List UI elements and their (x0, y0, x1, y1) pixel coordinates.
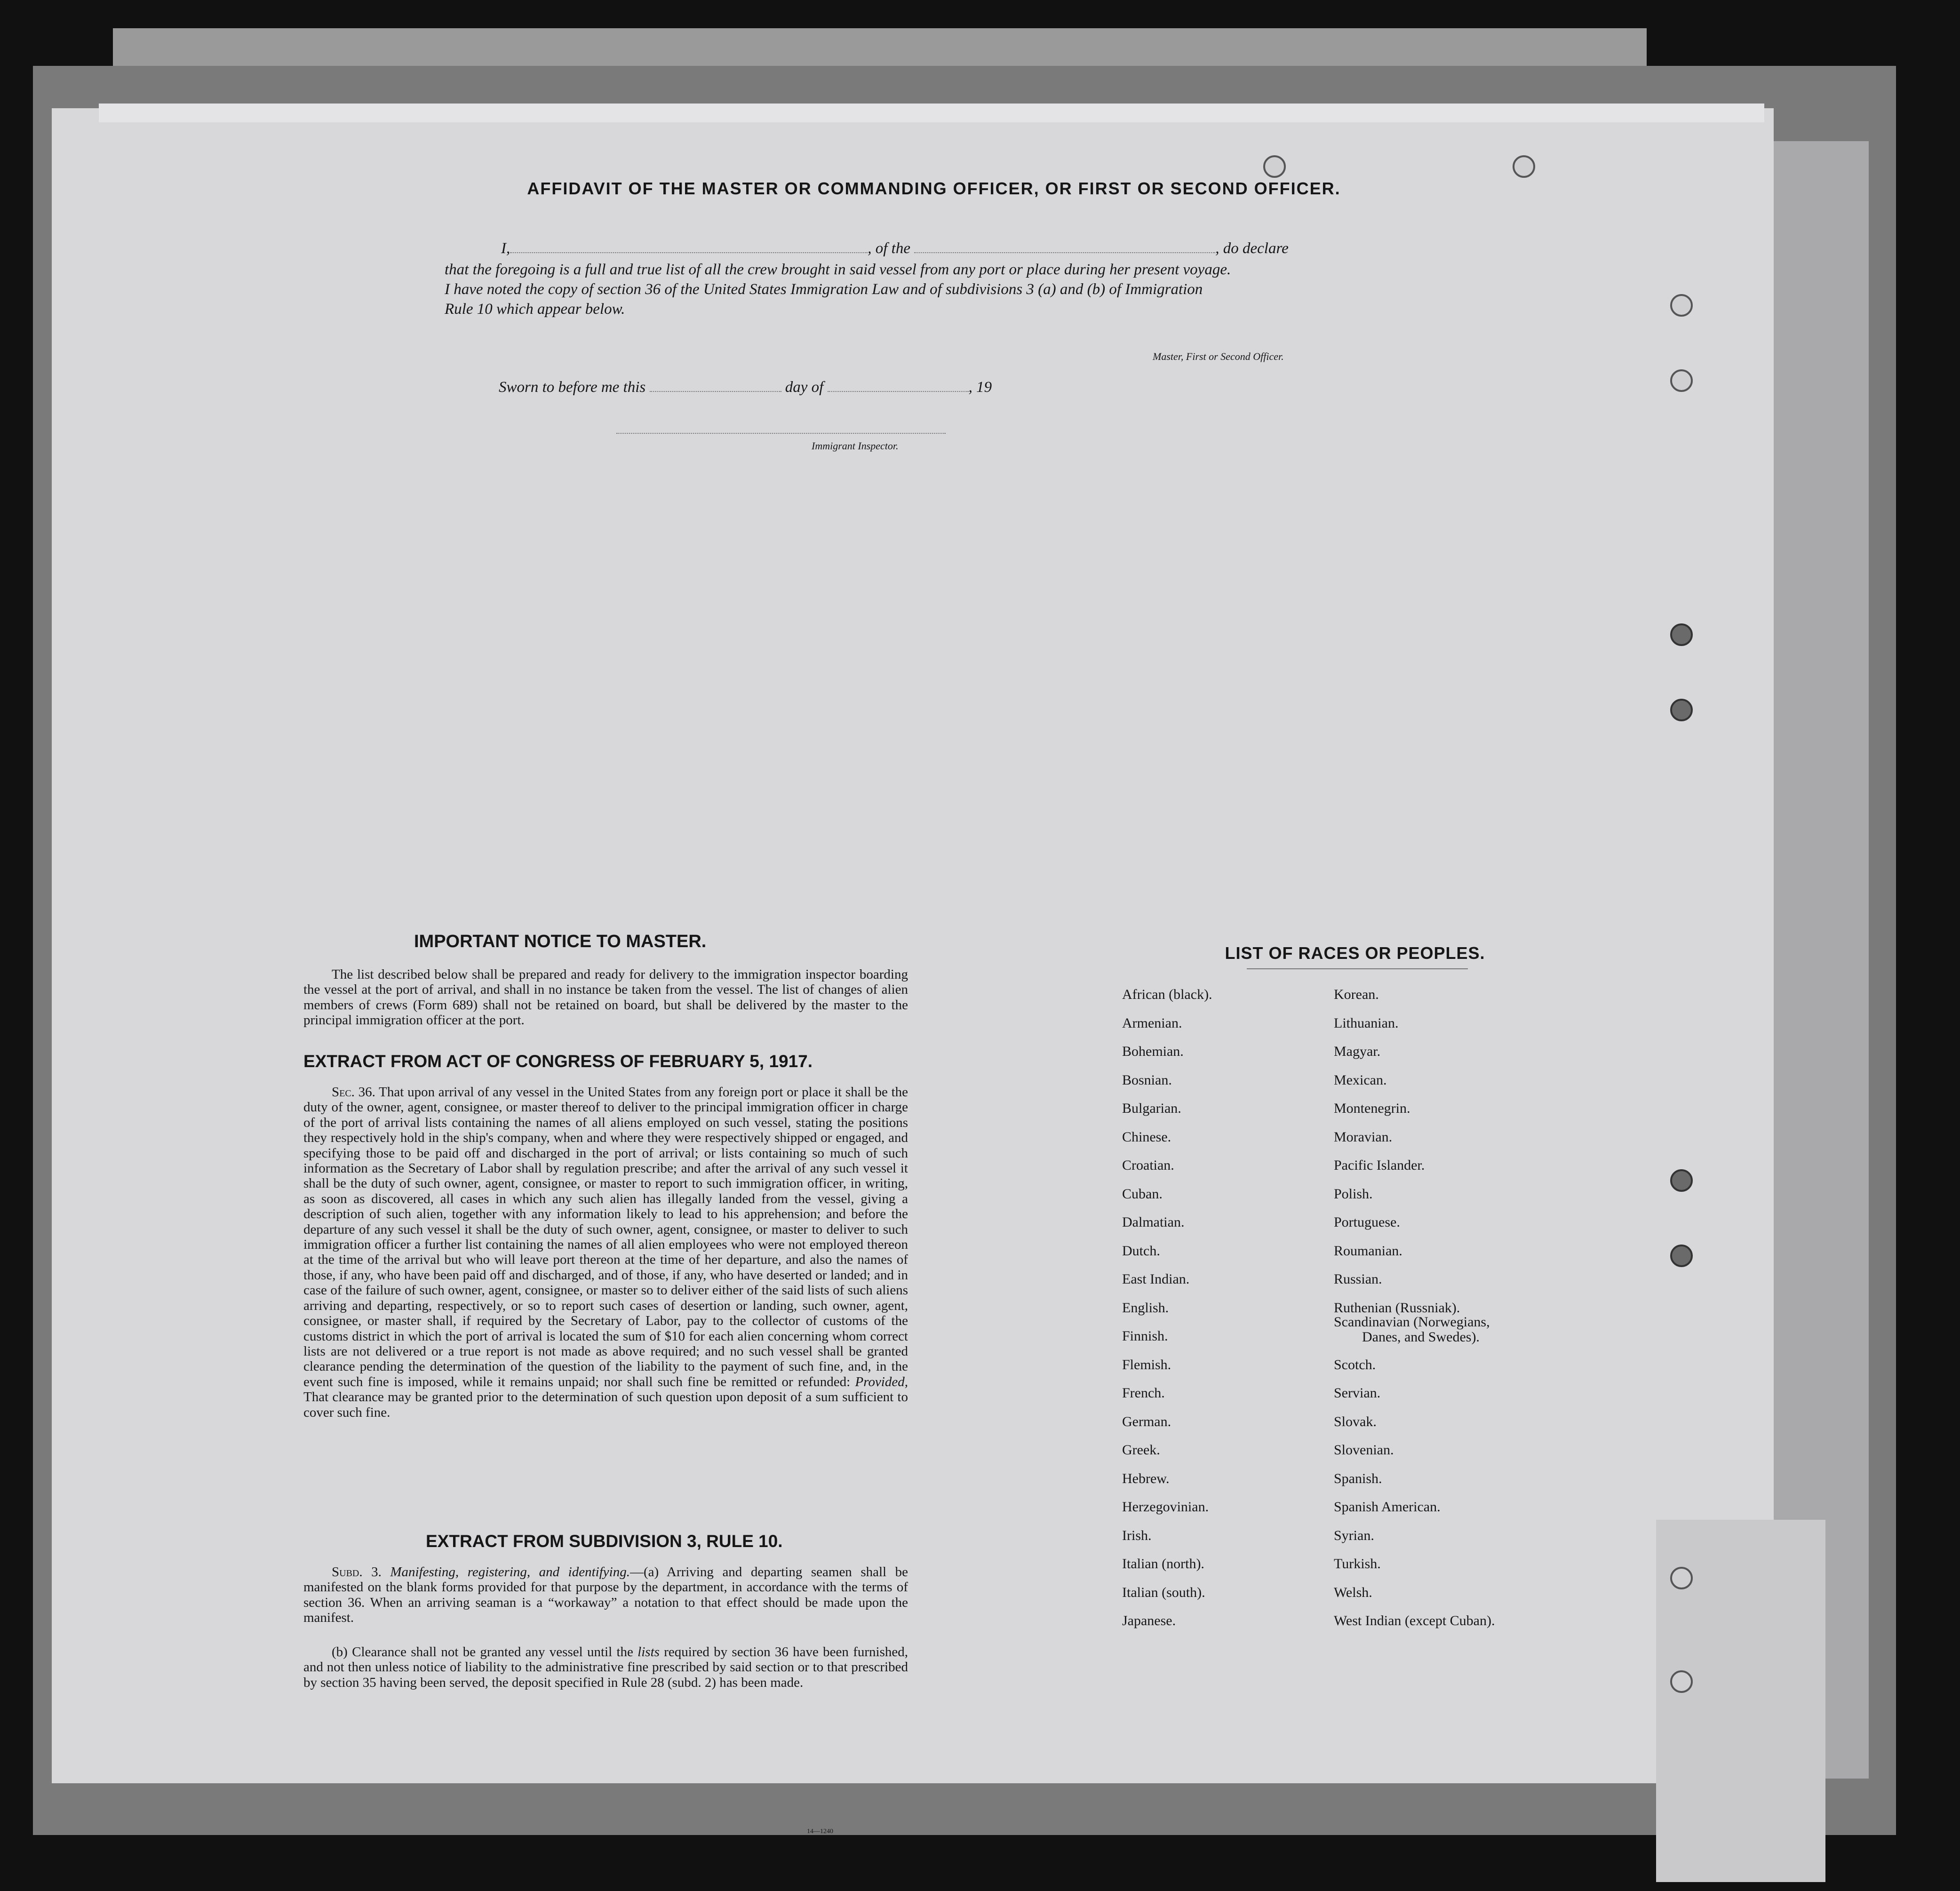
race-item: Portuguese. (1334, 1214, 1400, 1230)
subd-b-text-1: (b) Clearance shall not be granted any vessel until the (332, 1644, 633, 1660)
race-item: Greek. (1122, 1442, 1160, 1458)
race-item: Italian (south). (1122, 1584, 1205, 1600)
race-item: Ruthenian (Russniak). (1334, 1300, 1460, 1316)
affidavit-declaration-line (501, 240, 1289, 257)
race-item: Italian (north). (1122, 1556, 1204, 1572)
race-item: Syrian. (1334, 1527, 1374, 1543)
race-item: Dalmatian. (1122, 1214, 1185, 1230)
section-lead: Sec. 36. (332, 1085, 375, 1100)
race-item: Herzegovinian. (1122, 1499, 1209, 1515)
race-item: Magyar. (1334, 1044, 1381, 1059)
sworn-line (499, 379, 992, 396)
race-item: Korean. (1334, 987, 1379, 1002)
subd-lead: Subd. 3. (332, 1564, 382, 1580)
notice-text: The list described below shall be prepared and ready for delivery to the immigration inspector boarding the vessel at the port of arrival, and shall in no instance be taken from the vessel. The list of changes of alien members of crews (Form 689) shall not be retained on board, but shall be delivered by the master to the principal immigration officer at the port. (303, 967, 908, 1028)
race-item: Slovak. (1334, 1413, 1377, 1429)
punch-hole (1670, 1670, 1693, 1693)
race-item: Russian. (1334, 1271, 1382, 1287)
races-title-rule (1247, 968, 1468, 969)
punch-hole (1670, 1169, 1693, 1192)
punch-hole (1670, 1567, 1693, 1589)
race-item: Bohemian. (1122, 1044, 1184, 1059)
punch-hole (1670, 623, 1693, 646)
race-item: Lithuanian. (1334, 1015, 1399, 1031)
race-item: Bosnian. (1122, 1072, 1172, 1088)
race-item: Polish. (1334, 1186, 1373, 1202)
race-item: East Indian. (1122, 1271, 1190, 1287)
vessel-blank[interactable] (914, 252, 1215, 253)
act-extract-text (303, 1085, 908, 1420)
race-item: Spanish American. (1334, 1499, 1441, 1515)
form-page (52, 108, 1774, 1835)
race-item: English. (1122, 1300, 1169, 1316)
punch-hole (1670, 294, 1693, 317)
race-item: Mexican. (1334, 1072, 1387, 1088)
race-item: Montenegrin. (1334, 1101, 1410, 1116)
punch-hole (1513, 155, 1535, 178)
rule-subd-b (303, 1644, 908, 1690)
subd-heading: Manifesting, registering, and identifying. (390, 1564, 630, 1580)
subd-a-text: —(a) Arriving and departing seamen shall be manifested on the blank forms provided for that purpose by the department, in accordance with the terms of section 36. When an arriving seaman is a “workaway” a notation to that effect should be made upon the manifest. (303, 1564, 908, 1626)
lists-word: lists (637, 1644, 660, 1660)
section-36-text-end: That clearance may be granted prior to the determination of such question upon deposit of a sum sufficient to cover such fine. (303, 1389, 908, 1420)
race-item: French. (1122, 1385, 1165, 1401)
race-item: Moravian. (1334, 1129, 1393, 1145)
rule-subd-a (303, 1564, 908, 1626)
race-item: Welsh. (1334, 1584, 1372, 1600)
race-item: Armenian. (1122, 1015, 1182, 1031)
race-item: Finnish. (1122, 1328, 1168, 1344)
affidavit-i: I, (501, 240, 510, 257)
race-item: Bulgarian. (1122, 1101, 1181, 1116)
punch-hole (1670, 369, 1693, 392)
affidavit-line-3: I have noted the copy of section 36 of the United States Immigration Law and of subdivisions 3 (a) and (b) of Immigration (445, 281, 1203, 298)
day-of-text: day of (785, 379, 824, 396)
race-item: Servian. (1334, 1385, 1381, 1401)
races-title: LIST OF RACES OR PEOPLES. (1225, 943, 1485, 963)
day-blank[interactable] (650, 391, 781, 392)
race-item: Dutch. (1122, 1243, 1160, 1259)
race-item: Roumanian. (1334, 1243, 1402, 1259)
race-item: Flemish. (1122, 1356, 1171, 1372)
punch-hole (1263, 155, 1286, 178)
name-blank[interactable] (510, 252, 868, 253)
race-item: Spanish. (1334, 1470, 1382, 1486)
subd-b-text-2: required by section 36 have been furnished, and not then unless notice of liability to the administrative fine prescribed by said section or to that prescribed by section 35 having been served, the deposit specified in Rule 28 (subd. 2) has been made. (303, 1644, 908, 1690)
race-item: Scotch. (1334, 1356, 1376, 1372)
race-item: Pacific Islander. (1334, 1157, 1425, 1173)
race-item: West Indian (except Cuban). (1334, 1613, 1495, 1628)
inspector-caption: Immigrant Inspector. (812, 440, 899, 452)
affidavit-title: AFFIDAVIT OF THE MASTER OR COMMANDING OFFICER, OR FIRST OR SECOND OFFICER. (527, 179, 1341, 198)
affidavit-line-4: Rule 10 which appear below. (445, 301, 625, 318)
form-number: 14—1240 (807, 1828, 833, 1835)
race-item: Turkish. (1334, 1556, 1381, 1572)
race-item: Scandinavian (Norwegians, Danes, and Swedes). (1334, 1314, 1490, 1345)
affidavit-do-declare: , do declare (1215, 240, 1289, 257)
race-item: Croatian. (1122, 1157, 1174, 1173)
page-top-edge (99, 104, 1764, 122)
provided-word: Provided, (855, 1374, 908, 1389)
race-item: German. (1122, 1413, 1171, 1429)
race-item: Cuban. (1122, 1186, 1163, 1202)
race-item: African (black). (1122, 987, 1212, 1002)
race-item: Irish. (1122, 1527, 1152, 1543)
year-text: , 19 (968, 379, 992, 396)
section-36-text: That upon arrival of any vessel in the United States from any foreign port or place it shall be the duty of the owner, agent, consignee, or master thereof to deliver to the principal immigration officer in charge of the port of arrival lists containing the names of all aliens employed on such vessel, stating the positions they respectively hold in the ship's company, when and where they were respectively shipped or engaged, and specifying those to be paid off and discharged in the port of arrival; or lists containing so much of such information as the Secretary of Labor shall by regulation prescribe; and after the arrival of any such vessel it shall be the duty of such owner, agent, consignee, or master to report to such immigration officer, in writing, as soon as discovered, all cases in which any such alien has illegally landed from the vessel, giving a description of such alien, together with any information likely to lead to his apprehension; and before the departure of any such vessel it shall be the duty of such owner, agent, consignee, or master to deliver to such immigration officer a further list containing the names of all alien employees who were not employed thereon at the time of the arrival but who will leave port thereon at the time of her departure, and also the names of those, if any, who have been paid off and discharged, and of those, if any, who have deserted or landed; and in case of the failure of such owner, agent, consignee, or master so to deliver either of the said lists of such aliens arriving and departing, respectively, or so to report such cases of desertion or landing, such owner, agent, consignee, or master shall, if required by the Secretary of Labor, pay to the collector of customs of the customs district in which the port of arrival is located the sum of $10 for each alien concerning whom correct lists are not delivered or a true report is not made as above required; and no such vessel shall be granted clearance pending the determination of the question of the liability to the payment of such fine, and, in the event such fine is imposed, while it remains unpaid; nor shall such fine be remitted or refunded: (303, 1085, 908, 1389)
punch-hole (1670, 699, 1693, 721)
punch-hole (1670, 1245, 1693, 1267)
race-item: Slovenian. (1334, 1442, 1394, 1458)
inspector-signature-line[interactable] (616, 433, 946, 434)
race-item: Hebrew. (1122, 1470, 1170, 1486)
notice-title: IMPORTANT NOTICE TO MASTER. (414, 932, 707, 951)
act-extract-title: EXTRACT FROM ACT OF CONGRESS OF FEBRUARY 5, 1917. (303, 1052, 813, 1071)
sworn-text: Sworn to before me this (499, 379, 646, 396)
rule-extract-title: EXTRACT FROM SUBDIVISION 3, RULE 10. (426, 1532, 783, 1551)
master-signature-caption: Master, First or Second Officer. (1153, 351, 1284, 362)
month-blank[interactable] (828, 391, 969, 392)
race-item: Japanese. (1122, 1613, 1176, 1628)
race-item: Chinese. (1122, 1129, 1171, 1145)
affidavit-of-the: , of the (868, 240, 910, 257)
affidavit-line-2: that the foregoing is a full and true list of all the crew brought in said vessel from any port or place during her present voyage. (445, 261, 1231, 278)
